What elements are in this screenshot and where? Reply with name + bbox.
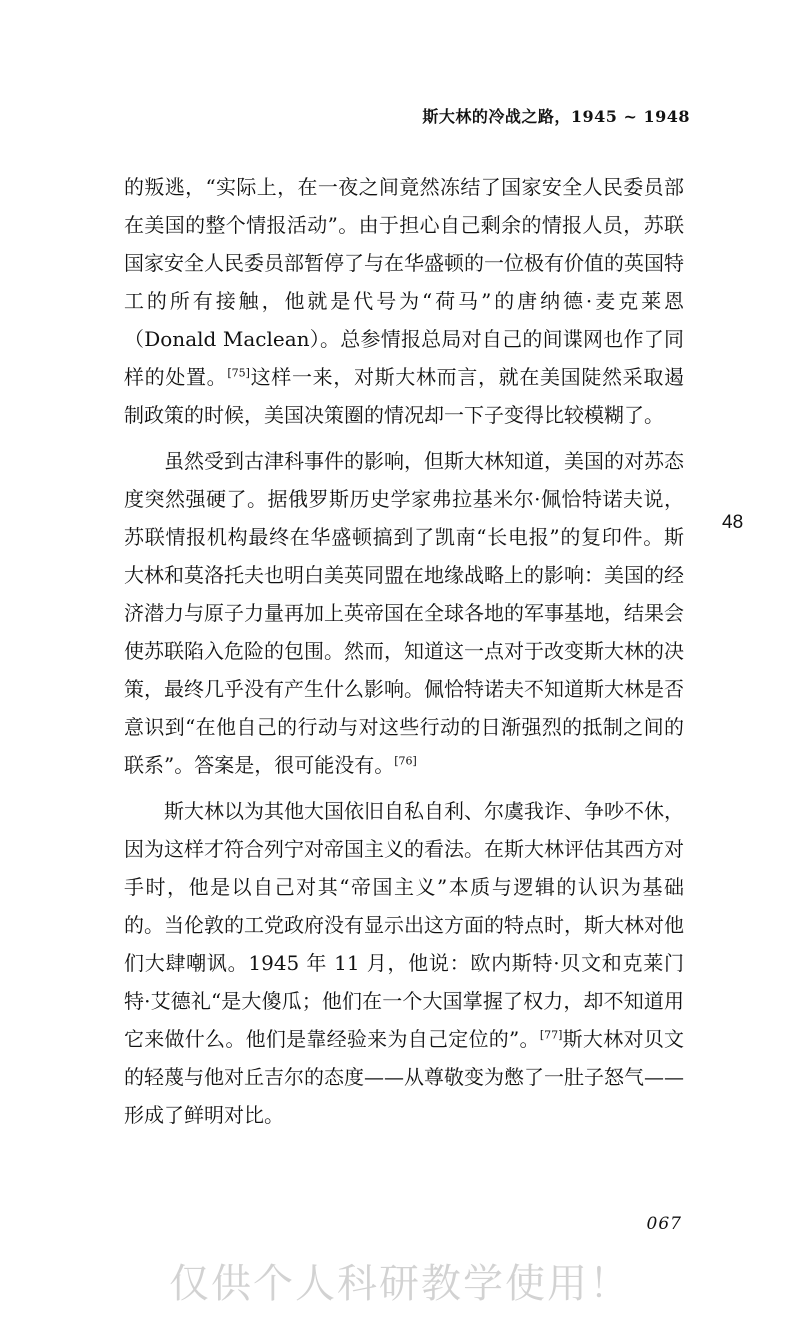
footnote-marker[interactable]: [75]: [227, 366, 250, 380]
paragraph-text: 这样一来，对斯大林而言，就在美国陡然采取遏制政策的时候，美国决策圈的情况却一下子变得比较模糊了。: [124, 365, 685, 427]
paragraph-text: 虽然受到古津科事件的影响，但斯大林知道，美国的对苏态度突然强硬了。据俄罗斯历史学家弗拉基米尔·佩恰特诺夫说，苏联情报机构最终在华盛顿搞到了凯南“长电报”的复印件。斯大林和莫洛托夫也明白美英同盟在地缘战略上的影响：美国的经济潜力与原子力量再加上英帝国在全球各地的军事基地，结果会使苏联陷入危险的包围。然而，知道这一点对于改变斯大林的决策，最终几乎没有产生什么影响。佩恰特诺夫不知道斯大林是否意识到“在他自己的行动与对这些行动的日渐强烈的抵制之间的联系”。答案是，很可能没有。: [124, 449, 684, 777]
running-title: 斯大林的冷战之路，1945 ~ 1948: [422, 107, 690, 126]
watermark: 仅供个人科研教学使用！: [169, 1261, 631, 1307]
page-number: 067: [646, 1214, 682, 1234]
paragraph-text: 的叛逃，“实际上，在一夜之间竟然冻结了国家安全人民委员部在美国的整个情报活动”。由于担心自己剩余的情报人员，苏联国家安全人民委员部暂停了与在华盛顿的一位极有价值的英国特工的所有接触，他就是代号为“荷马”的唐纳德·麦克莱恩（Donald Maclean）。总参情报总局对自己的间谍网也作了同样的处置。: [124, 175, 684, 389]
paragraph-1: [124, 168, 684, 434]
footnote-marker[interactable]: [76]: [394, 754, 417, 768]
body-text: [124, 168, 684, 1142]
paragraph-2: [124, 442, 684, 784]
paragraph-3: [124, 792, 684, 1134]
margin-page-number: 48: [722, 512, 744, 533]
paragraph-text: 斯大林对贝文的轻蔑与他对丘吉尔的态度——从尊敬变为憋了一肚子怒气——形成了鲜明对比。: [124, 1027, 684, 1127]
paragraph-text: 斯大林以为其他大国依旧自私自利、尔虞我诈、争吵不休，因为这样才符合列宁对帝国主义的看法。在斯大林评估其西方对手时，他是以自己对其“帝国主义”本质与逻辑的认识为基础的。当伦敦的工党政府没有显示出这方面的特点时，斯大林对他们大肆嘲讽。1945 年 11 月，他说：欧内斯特·贝文和克莱门特·艾德礼“是大傻瓜；他们在一个大国掌握了权力，却不知道用它来做什么。他们是靠经验来为自己定位的”。: [124, 799, 684, 1051]
footnote-marker[interactable]: [77]: [539, 1028, 563, 1042]
